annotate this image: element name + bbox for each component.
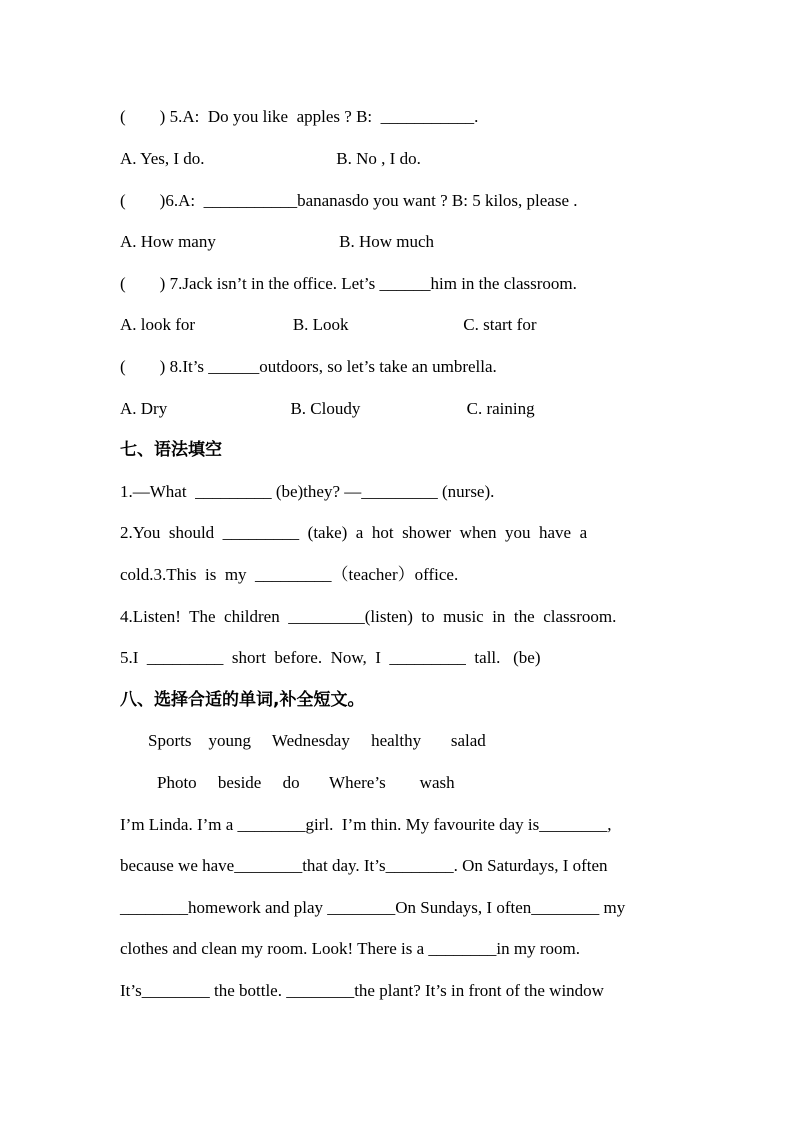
question-5-options: A. Yes, I do. B. No , I do.	[120, 149, 421, 168]
question-8-options: A. Dry B. Cloudy C. raining	[120, 399, 535, 418]
question-6: ( )6.A: ___________bananasdo you want ? B: 5 kilos, please .	[120, 191, 578, 210]
grammar-line-2: 2.You should _________ (take) a hot shower when you have a	[120, 523, 588, 542]
word-bank-row-2: Photo beside do Where’s wash	[157, 773, 455, 792]
passage-line-4: clothes and clean my room. Look! There is a ________in my room.	[120, 939, 581, 958]
passage-line-3: ________homework and play ________On Sundays, I often________ my	[120, 898, 626, 917]
grammar-line-4: 4.Listen! The children _________(listen) to music in the classroom.	[120, 607, 617, 626]
grammar-line-1: 1.—What _________ (be)they? —_________ (nurse).	[120, 482, 495, 501]
passage-line-5: It’s________ the bottle. ________the plant? It’s in front of the window	[120, 981, 604, 1000]
question-5: ( ) 5.A: Do you like apples ? B: ___________.	[120, 107, 479, 126]
passage-line-1: I’m Linda. I’m a ________girl. I’m thin. My favourite day is________,	[120, 815, 612, 834]
word-bank-row-1: Sports young Wednesday healthy salad	[148, 731, 486, 750]
grammar-line-3: cold.3.This is my _________（teacher）office.	[120, 565, 459, 584]
section-8-heading: 八、选择合适的单词,补全短文。	[120, 690, 365, 710]
grammar-line-5: 5.I _________ short before. Now, I _________ tall. (be)	[120, 648, 541, 667]
section-7-heading: 七、语法填空	[120, 440, 222, 460]
question-7-options: A. look for B. Look C. start for	[120, 315, 537, 334]
passage-line-2: because we have________that day. It’s________. On Saturdays, I often	[120, 856, 608, 875]
question-7: ( ) 7.Jack isn’t in the office. Let’s ______him in the classroom.	[120, 274, 577, 293]
question-8: ( ) 8.It’s ______outdoors, so let’s take an umbrella.	[120, 357, 497, 376]
question-6-options: A. How many B. How much	[120, 232, 435, 251]
